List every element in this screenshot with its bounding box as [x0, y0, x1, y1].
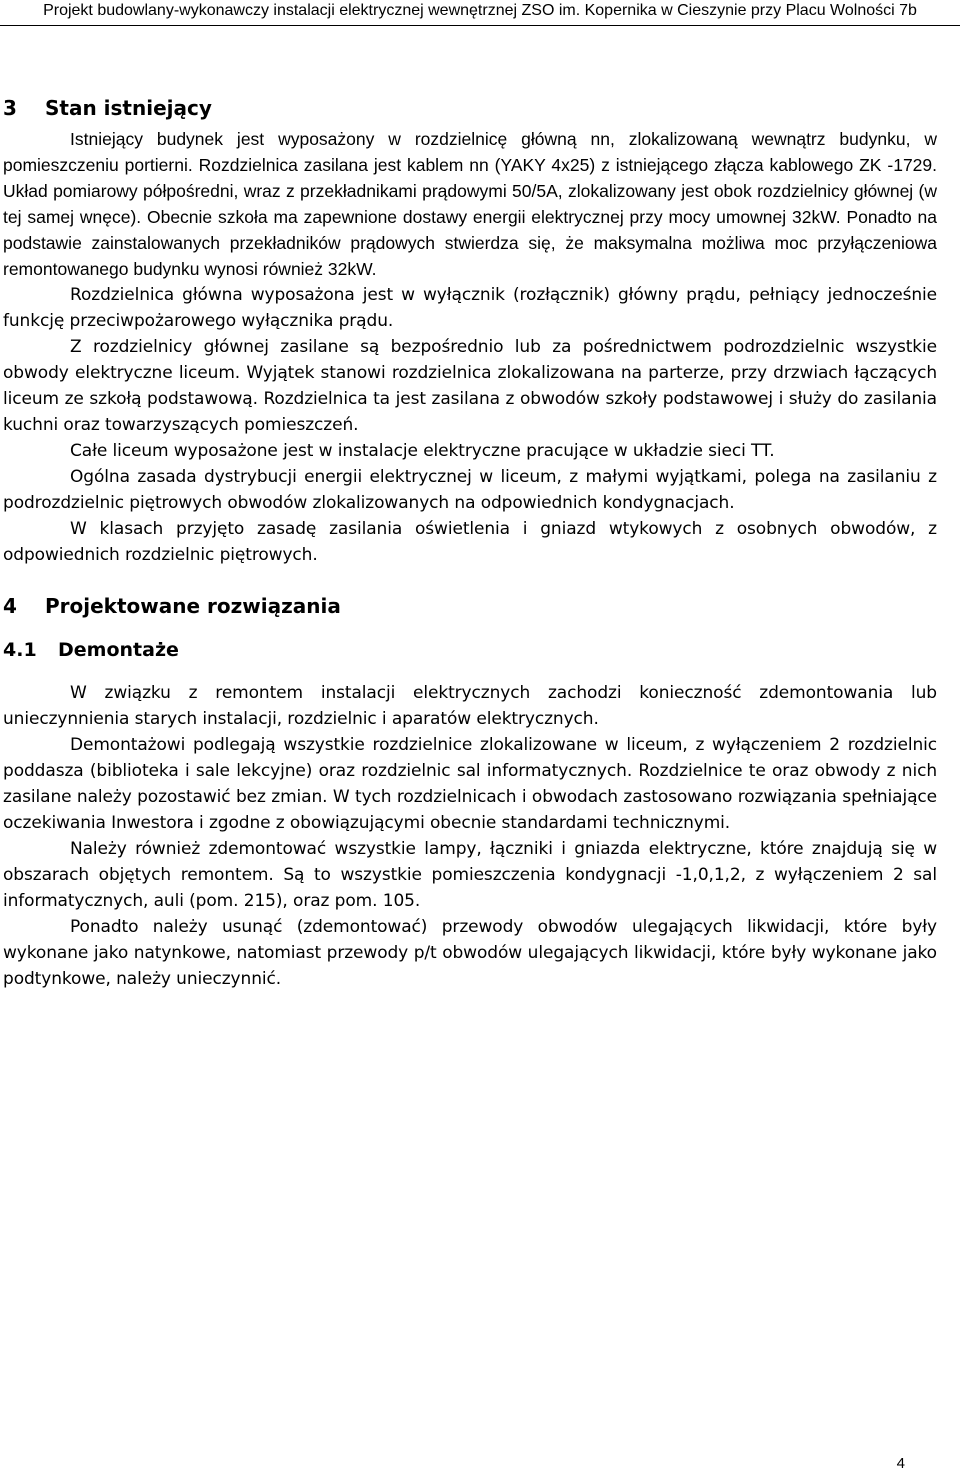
section-4-title: Projektowane rozwiązania: [45, 594, 341, 618]
section-3-title: Stan istniejący: [45, 96, 212, 120]
section-3-paragraph: Z rozdzielnicy głównej zasilane są bezpośrednio lub za pośrednictwem podrozdzielnic wszystkie obwody elektryczne liceum. Wyjątek stanowi rozdzielnica zlokalizowana na parterze, przy drzwiach łączących liceum ze szkołą podstawową. Rozdzielnica ta jest zasilana z obwodów szkoły podstawowej i służy do zasilania kuchni oraz towarzyszących pomieszczeń.: [3, 337, 937, 435]
section-4-1-paragraph: Demontażowi podlegają wszystkie rozdzielnice zlokalizowane w liceum, z wyłączeniem 2 rozdzielnic poddasza (biblioteka i sale lekcyjne) oraz rozdzielnic sal informatycznych. Rozdzielnice te oraz obwody z nich zasilane należy pozostawić bez zmian. W tych rozdzielnicach i obwodach zastosowano rozwiązania spełniające oczekiwania Inwestora i zgodne z obowiązującymi obecnie standardami technicznymi.: [3, 735, 937, 833]
section-3-paragraph: Ogólna zasada dystrybucji energii elektrycznej w liceum, z małymi wyjątkami, polega na zasilaniu z podrozdzielnic piętrowych obwodów zlokalizowanych na odpowiednich kondygnacjach.: [3, 467, 937, 513]
section-4-1-paragraph: Należy również zdemontować wszystkie lampy, łączniki i gniazda elektryczne, które znajdują się w obszarach objętych remontem. Są to wszystkie pomieszczenia kondygnacji -1,0,1,2, z wyłączeniem 2 sal informatycznych, auli (pom. 215), oraz pom. 105.: [3, 839, 937, 911]
header-text: Projekt budowlany-wykonawczy instalacji elektrycznej wewnętrznej ZSO im. Kopernika w Cieszynie przy Placu Wolności 7b: [43, 2, 917, 19]
page-header: [0, 0, 960, 26]
section-3-number: 3: [3, 96, 17, 120]
section-4-1-heading: [3, 636, 937, 664]
section-3-paragraph: W klasach przyjęto zasadę zasilania oświetlenia i gniazd wtykowych z osobnych obwodów, z odpowiednich rozdzielnic piętrowych.: [3, 519, 937, 565]
section-4-1-title: Demontaże: [58, 639, 179, 661]
section-4-number: 4: [3, 594, 17, 618]
section-4-1-number: 4.1: [3, 639, 37, 661]
document-body: [3, 90, 937, 992]
section-3-heading: [3, 94, 937, 122]
section-3-paragraph: Rozdzielnica główna wyposażona jest w wyłącznik (rozłącznik) główny prądu, pełniący jednocześnie funkcję przeciwpożarowego wyłącznika prądu.: [3, 285, 937, 331]
section-4-1-paragraph: W związku z remontem instalacji elektrycznych zachodzi konieczność zdemontowania lub unieczynnienia starych instalacji, rozdzielnic i aparatów elektrycznych.: [3, 683, 937, 729]
section-3-paragraph: Istniejący budynek jest wyposażony w rozdzielnicę główną nn, zlokalizowaną wewnątrz budynku, w pomieszczeniu portierni. Rozdzielnica zasilana jest kablem nn (YAKY 4x25) z istniejącego złącza kablowego ZK -1729. Układ pomiarowy półpośredni, wraz z przekładnikami prądowymi 50/5A, zlokalizowany jest obok rozdzielnicy głównej (w tej samej wnęce). Obecnie szkoła ma zapewnione dostawy energii elektrycznej przy mocy umownej 32kW. Ponadto na podstawie zainstalowanych przekładników prądowych stwierdza się, że maksymalna możliwa moc przyłączeniowa remontowanego budynku wynosi również 32kW.: [3, 129, 937, 279]
section-4-1-paragraph: Ponadto należy usunąć (zdemontować) przewody obwodów ulegających likwidacji, które były wykonane jako natynkowe, natomiast przewody p/t obwodów ulegających likwidacji, które były wykonane jako podtynkowe, należy unieczynnić.: [3, 917, 937, 989]
page-number: 4: [896, 1455, 905, 1472]
section-4-heading: [3, 592, 937, 620]
section-3-paragraph: Całe liceum wyposażone jest w instalacje elektryczne pracujące w układzie sieci TT.: [70, 441, 775, 461]
